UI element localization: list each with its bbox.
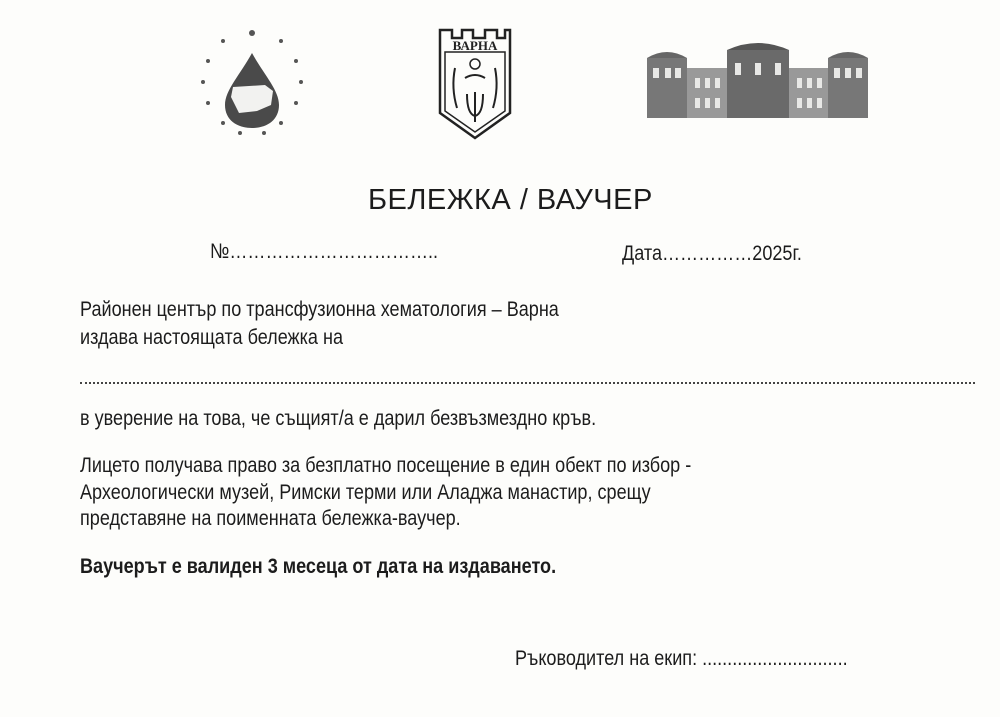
validity-note: Ваучерът е валиден 3 месеца от дата на издаването. [80,555,557,578]
issuer-line-2: издава настоящата бележка на [80,326,344,349]
benefit-line-1: Лицето получава право за безплатно посещение в един обект по избор - [80,454,692,477]
certify-line: в уверение на това, че същият/а е дарил безвъзмездно кръв. [80,407,597,430]
benefit-line-3: представяне на поименната бележка-ваучер. [80,507,461,530]
benefit-line-2: Археологически музей, Римски терми или Аладжа манастир, срещу [80,481,651,504]
signature-line: Ръководител на екип: ............................. [515,647,848,670]
date-field: Дата……………2025г. [622,242,802,265]
recipient-name-line [80,382,975,384]
issuer-line-1: Районен център по трансфузионна хематология – Варна [80,298,559,321]
coat-of-arms-text: ВАРНА [452,38,498,53]
document-title: БЕЛЕЖКА / ВАУЧЕР [368,184,653,216]
blood-drop-logo [195,25,310,140]
building-engraving [645,38,870,120]
varna-coat-of-arms [437,28,513,142]
number-field: №…………………………….. [210,240,439,263]
